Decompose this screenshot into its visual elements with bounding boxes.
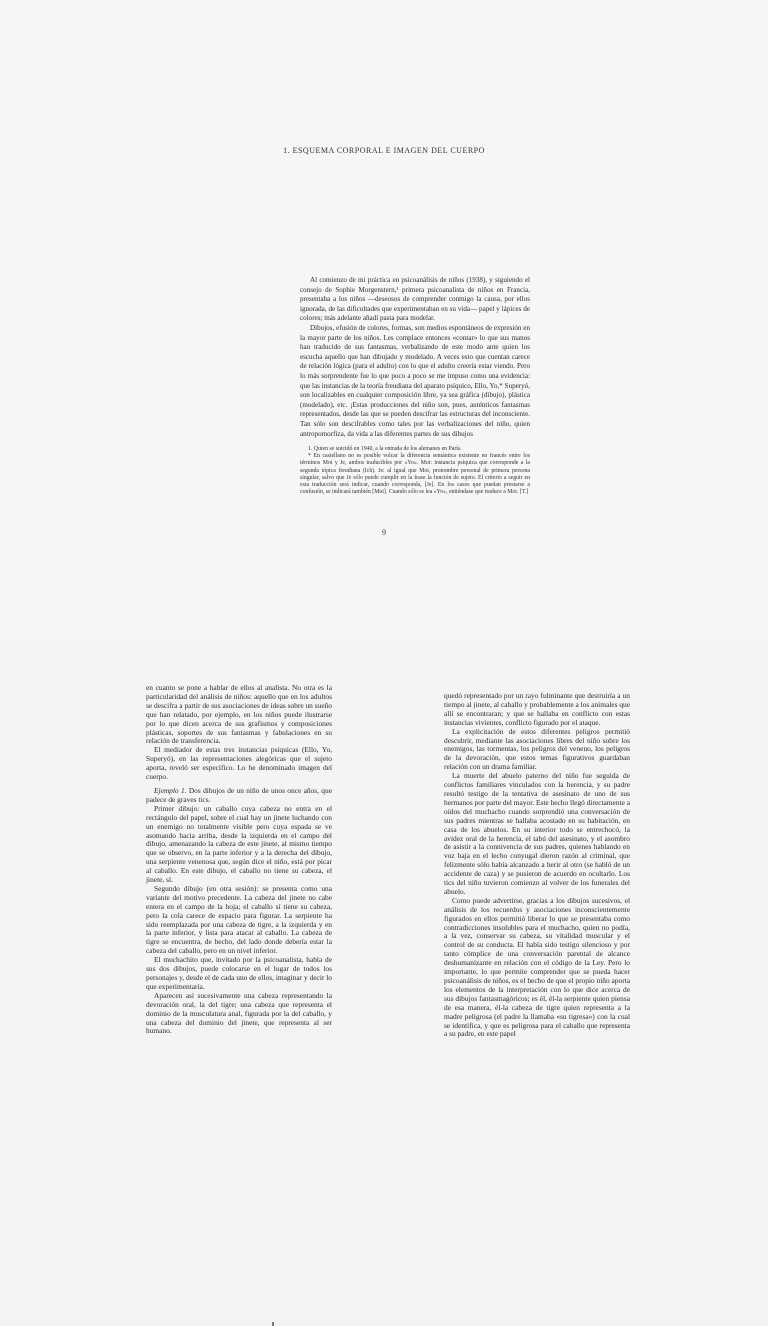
paragraph: Aparecen así sucesivamente una cabeza representando la devoración oral, la del tigre; una cabeza que representa el dominio de la musculatura anal, figurada por la del caballo, y una cabeza del dominio del jinete, que representa al ser humano. bbox=[146, 990, 332, 1036]
paragraph: La muerte del abuelo paterno del niño fue seguida de conflictos familiares vinculados con la herencia, y su padre resultó testigo de la tentativa de asesinato de uno de sus hermanos por parte del mayor. Este hecho llegó directamente a oídos del muchacho cuando sorprendió una conversación de sus padres mientras se hallaba acostado en su habitación, en casa de los abuelos. En su interior todo se entrechocó, la avidez oral de la herencia, el tabú del asesinato, y el asombro de asistir a la connivencia de sus padres, quienes hablando en voz baja en el lecho conyugal dieron razón al criminal, que felizmente sólo había alcanzado a herir al otro (se habló de un accidente de caza) y se pusieron de acuerdo en ocultarlo. Los tics del niño tuvieron comienzo al volver de los funerales del abuelo. bbox=[444, 771, 630, 896]
right-column bbox=[444, 692, 630, 1039]
paragraph: El muchachito que, invitado por la psicoanalista, habla de sus dos dibujos, puede colocarse en el lugar de todos los personajes y, desde el de cada uno de ellos, imaginar y decir lo que experimentaría. bbox=[146, 955, 332, 991]
chapter-title: 1. ESQUEMA CORPORAL E IMAGEN DEL CUERPO bbox=[283, 146, 485, 155]
left-column bbox=[146, 684, 332, 1036]
example-label: Ejemplo 1. bbox=[154, 785, 187, 795]
paragraph: Primer dibujo: un caballo cuya cabeza no entra en el rectángulo del papel, sobre el cual hay un jinete luchando con un enemigo no totalmente visible pero cuya espada se ve asomando hacia arriba, desde la izquierda en el campo del dibujo, amenazando la cabeza de este jinete, al mismo tiempo que se observo, en la parte inferior y a la derecha del dibujo, una serpiente venenosa que, según dice el niño, está por picar al caballo. En este dibujo, el caballo no tiene su cabeza, el jinete, sí. bbox=[146, 803, 332, 885]
paragraph: Como puede advertirse, gracias a los dibujos sucesivos, el análisis de los recuerdos y asociaciones inconscientemente figurados en ellos permitió liberar lo que se presentaba como contradicciones insolubles para el muchacho, quien no podía, a la vez, conservar su cabeza, su vitalidad muscular y el control de su conducta. El había sido testigo silencioso y por tanto cómplice de una conversación parental de alcance deshumanizante en relación con el código de la Ley. Pero lo importante, lo que permite comprender que se pueda hacer psicoanálisis de niños, es el hecho de que el propio niño aporta los elementos de la interpretación con lo que dice acerca de sus dibujos fantasmagóricos; es él, él-la serpiente quien piensa de esa manera, él-la cabeza de tigre quien representa a la madre peligrosa (el padre la llamaba «su tigresa») con la cual se identifica, y que es peligrosa para el caballo que representa a su padre, en este papel bbox=[444, 895, 630, 1039]
lower-page bbox=[0, 640, 768, 1024]
footnotes bbox=[300, 446, 530, 496]
paragraph: Dibujos, efusión de colores, formas, son medios espontáneos de expresión en la mayor parte de los niños. Les complace entonces «contar» lo que sus manos han traducido de sus fantasmas, verbalizando de este modo ante quien los escucha aquello que han dibujado y modelado. A veces esto que cuentan carece de relación lógica (para el adulto) con lo que el adulto creería estar viendo. Pero lo más sorprendente fue lo que poco a poco se me impuso como una evidencia: que las instancias de la teoría freudiana del aparato psíquico, Ello, Yo,* Superyó, son localizables en cualquier composición libre, ya sea gráfica (dibujo), plástica (modelado), etc. ¡Estas producciones del niño son, pues, auténticos fantasmas representados, desde las que se pueden descifrar las estructuras del inconsciente. Tan sólo son descifrables como tales por las verbalizaciones del niño, quien antropomorfiza, da vida a las diferentes partes de sus dibujos bbox=[300, 323, 530, 438]
upper-page bbox=[0, 0, 768, 640]
footnote: * En castellano no es posible volcar la diferencia semántica existente en francés entre los términos Moi y Je, ambos traducibles por «Yo». Moi: instancia psíquica que corresponde a la segunda tópica freudiana (Ich). Je: al igual que Moi, pronombre personal de primera persona singular, salvo que Je sólo puede cumplir en la frase la función de sujeto. El criterio a seguir en esta traducción será indicar, cuando corresponda, [Je]. En los casos que puedan prestarse a confusión, se indicará también [Moi]. Cuando sólo se lea «Yo», entiéndase que traduce a Moi. [T.] bbox=[300, 453, 530, 496]
paragraph: Al comienzo de mi práctica en psicoanálisis de niños (1938), y siguiendo el consejo de Sophie Morgenstern,¹ primera psicoanalista de niños en Francia, presentaba a los niños —deseosos de comprender conmigo la causa, por ellos ignorada, de las dificultades que experimentaban en su vida— papel y lápices de colores; más adelante añadí pasta para modelar. bbox=[300, 276, 530, 323]
example-paragraph bbox=[146, 787, 332, 805]
paragraph: Segundo dibujo (en otra sesión): se presenta como una variante del motivo precedente. La cabeza del jinete no cabe entera en el campo de la hoja; el caballo sí tiene su cabeza, pero la cola carece de espacio para figurar. La serpiente ha sido reemplazada por una cabeza de tigre, a la izquierda y en la parte inferior, y lista para atacar al caballo. La cabeza de tigre se encuentra, de hecho, del lado donde debería estar la cabeza del caballo, pero en un nivel inferior. bbox=[146, 883, 332, 956]
main-text-block bbox=[300, 276, 530, 439]
footnote: 1. Quien se suicidó en 1940, a la entrada de los alemanes en París. bbox=[308, 446, 462, 452]
paragraph: quedó representado por un rayo fulminante que destruiría a un tiempo al jinete, al caballo y probablemente a los animales que allí se encontraran; y que se hallaba en conflicto con estas instancias vivientes, conflicto figurado por el ataque. bbox=[444, 691, 630, 727]
paragraph: La explicitación de estos diferentes peligros permitió descubrir, mediante las asociaciones libres del niño sobre los enemigos, las tormentas, los peligros del veneno, los peligros de la devoración, que estos temas figurativos guardaban relación con un drama familiar. bbox=[444, 726, 630, 772]
paragraph: en cuanto se pone a hablar de ellos al analista. No otra es la particularidad del análisis de niños: aquello que en los adultos se descifra a partir de sus asociaciones de ideas sobre un sueño que han relatado, por ejemplo, en los niños puede ilustrarse por lo que dicen acerca de sus grafismos y composiciones plásticas, soportes de sus fantasmas y fabulaciones en su relación de transferencia. bbox=[146, 683, 332, 746]
ink-mark bbox=[272, 1322, 274, 1326]
page-number: 9 bbox=[382, 528, 386, 537]
example-text: Dos dibujos de un niño de unos once años, que padece de graves tics. bbox=[146, 785, 332, 804]
paragraph: El mediador de estas tres instancias psíquicas (Ello, Yo, Superyó), en las representaciones alegóricas que el sujeto aporta, reveló ser específico. Lo he denominado imagen del cuerpo. bbox=[146, 745, 332, 782]
